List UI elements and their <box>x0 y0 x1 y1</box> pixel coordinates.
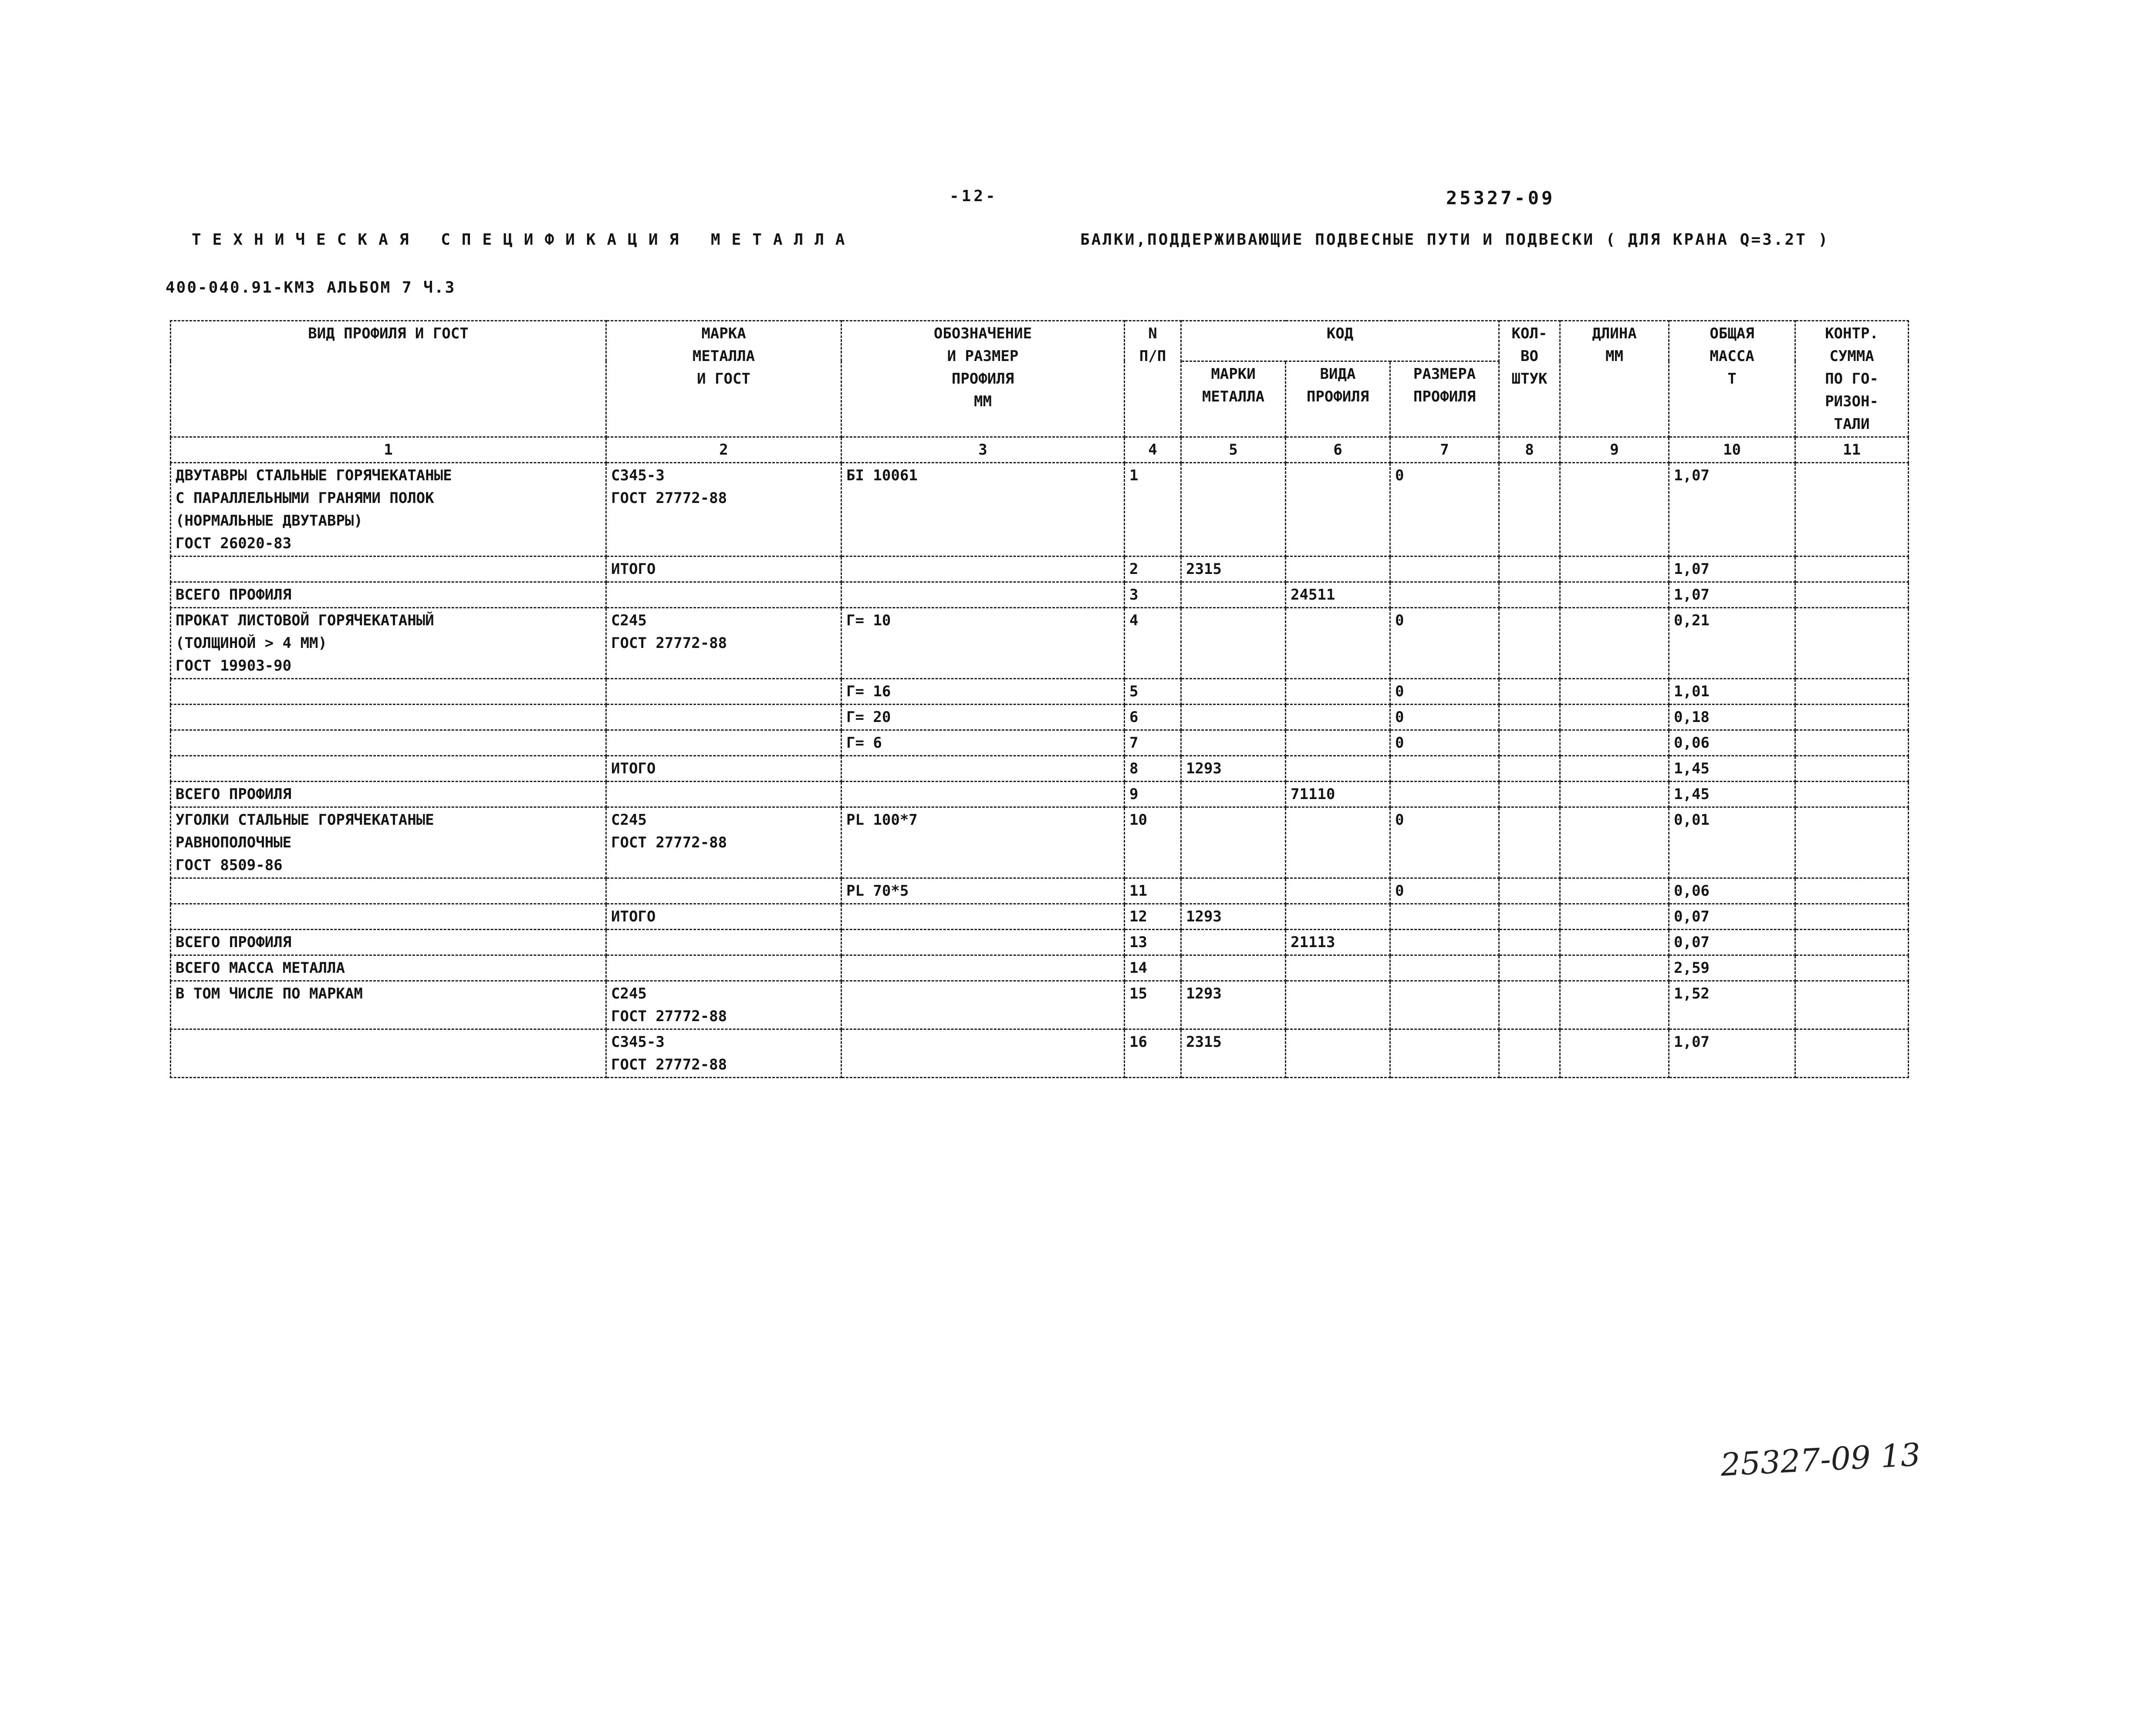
cell-total-mass: 0,06 <box>1669 878 1795 904</box>
cell-checksum <box>1795 878 1909 904</box>
cell-row-number: 14 <box>1125 955 1181 981</box>
table-row <box>171 930 1909 955</box>
cell-code-profile <box>1286 730 1390 756</box>
cell-total-mass: 1,07 <box>1669 1029 1795 1078</box>
cell-designation: Г= 10 <box>841 608 1125 679</box>
cell-total-mass: 1,45 <box>1669 756 1795 782</box>
cell-code-profile <box>1286 807 1390 878</box>
header-row-number: N П/П <box>1125 321 1181 437</box>
cell-metal-grade <box>606 730 841 756</box>
cell-code-size <box>1390 557 1499 582</box>
column-number: 4 <box>1125 437 1181 463</box>
table-row <box>171 981 1909 1029</box>
header-length: ДЛИНА ММ <box>1560 321 1669 437</box>
column-number: 7 <box>1390 437 1499 463</box>
table-row <box>171 463 1909 557</box>
cell-code-profile: 21113 <box>1286 930 1390 955</box>
cell-checksum <box>1795 463 1909 557</box>
column-number: 5 <box>1181 437 1286 463</box>
header-code: КОД <box>1181 321 1499 361</box>
cell-code-size <box>1390 756 1499 782</box>
cell-code-size: 0 <box>1390 807 1499 878</box>
cell-quantity <box>1499 1029 1560 1078</box>
cell-code-profile <box>1286 557 1390 582</box>
cell-metal-grade <box>606 878 841 904</box>
metal-specification-table <box>170 320 1909 1078</box>
column-number: 8 <box>1499 437 1560 463</box>
cell-row-number: 10 <box>1125 807 1181 878</box>
cell-length <box>1560 705 1669 730</box>
cell-length <box>1560 463 1669 557</box>
cell-row-number: 13 <box>1125 930 1181 955</box>
cell-checksum <box>1795 955 1909 981</box>
cell-quantity <box>1499 981 1560 1029</box>
cell-metal-grade <box>606 679 841 705</box>
cell-row-number: 11 <box>1125 878 1181 904</box>
cell-code-profile <box>1286 878 1390 904</box>
cell-total-mass: 0,06 <box>1669 730 1795 756</box>
cell-code-size <box>1390 955 1499 981</box>
cell-length <box>1560 1029 1669 1078</box>
cell-designation <box>841 756 1125 782</box>
spec-title: ТЕХНИЧЕСКАЯ СПЕЦИФИКАЦИЯ МЕТАЛЛА <box>192 231 856 249</box>
cell-total-mass: 0,21 <box>1669 608 1795 679</box>
cell-code-size <box>1390 981 1499 1029</box>
cell-code-size: 0 <box>1390 463 1499 557</box>
cell-quantity <box>1499 807 1560 878</box>
cell-total-mass: 1,45 <box>1669 782 1795 807</box>
cell-quantity <box>1499 463 1560 557</box>
cell-profile-type <box>171 679 606 705</box>
handwritten-note: 25327-09 13 <box>1720 1436 1922 1483</box>
cell-designation: Г= 20 <box>841 705 1125 730</box>
cell-total-mass: 0,07 <box>1669 930 1795 955</box>
cell-code-size <box>1390 904 1499 930</box>
cell-designation <box>841 1029 1125 1078</box>
cell-code-profile: 71110 <box>1286 782 1390 807</box>
cell-code-metal <box>1181 463 1286 557</box>
cell-length <box>1560 782 1669 807</box>
cell-row-number: 7 <box>1125 730 1181 756</box>
header-code-metal: МАРКИ МЕТАЛЛА <box>1181 361 1286 437</box>
cell-code-profile <box>1286 679 1390 705</box>
column-number: 11 <box>1795 437 1909 463</box>
table-row <box>171 955 1909 981</box>
cell-checksum <box>1795 1029 1909 1078</box>
cell-code-size <box>1390 1029 1499 1078</box>
cell-metal-grade <box>606 955 841 981</box>
cell-checksum <box>1795 782 1909 807</box>
cell-code-metal <box>1181 955 1286 981</box>
cell-profile-type: ПРОКАТ ЛИСТОВОЙ ГОРЯЧЕКАТАНЫЙ (ТОЛЩИНОЙ > 4 ММ) ГОСТ 19903-90 <box>171 608 606 679</box>
cell-checksum <box>1795 756 1909 782</box>
cell-profile-type: ВСЕГО ПРОФИЛЯ <box>171 782 606 807</box>
cell-total-mass: 0,07 <box>1669 904 1795 930</box>
cell-length <box>1560 608 1669 679</box>
cell-length <box>1560 557 1669 582</box>
cell-metal-grade: С345-3 ГОСТ 27772-88 <box>606 463 841 557</box>
cell-quantity <box>1499 955 1560 981</box>
header-designation: ОБОЗНАЧЕНИЕ И РАЗМЕР ПРОФИЛЯ ММ <box>841 321 1125 437</box>
table-row <box>171 705 1909 730</box>
column-number-row <box>171 437 1909 463</box>
column-number: 3 <box>841 437 1125 463</box>
cell-designation <box>841 930 1125 955</box>
cell-row-number: 2 <box>1125 557 1181 582</box>
cell-code-metal <box>1181 730 1286 756</box>
cell-checksum <box>1795 679 1909 705</box>
cell-metal-grade: С245 ГОСТ 27772-88 <box>606 608 841 679</box>
cell-metal-grade: С245 ГОСТ 27772-88 <box>606 981 841 1029</box>
cell-code-metal <box>1181 930 1286 955</box>
cell-checksum <box>1795 807 1909 878</box>
cell-designation <box>841 782 1125 807</box>
cell-code-size: 0 <box>1390 705 1499 730</box>
cell-profile-type: ВСЕГО МАССА МЕТАЛЛА <box>171 955 606 981</box>
cell-quantity <box>1499 904 1560 930</box>
cell-designation <box>841 557 1125 582</box>
cell-metal-grade <box>606 582 841 608</box>
cell-length <box>1560 878 1669 904</box>
cell-total-mass: 0,01 <box>1669 807 1795 878</box>
album-reference: 400-040.91-КМЗ АЛЬБОМ 7 Ч.3 <box>166 279 456 297</box>
cell-code-profile <box>1286 904 1390 930</box>
cell-code-profile: 24511 <box>1286 582 1390 608</box>
table-row <box>171 904 1909 930</box>
cell-profile-type <box>171 878 606 904</box>
cell-total-mass: 1,01 <box>1669 679 1795 705</box>
cell-row-number: 5 <box>1125 679 1181 705</box>
cell-code-metal <box>1181 782 1286 807</box>
cell-code-profile <box>1286 981 1390 1029</box>
cell-total-mass: 0,18 <box>1669 705 1795 730</box>
cell-code-profile <box>1286 955 1390 981</box>
cell-metal-grade <box>606 930 841 955</box>
header-profile-type: ВИД ПРОФИЛЯ И ГОСТ <box>171 321 606 437</box>
document-code: 25327-09 <box>1446 187 1555 209</box>
table-row <box>171 1029 1909 1078</box>
cell-row-number: 3 <box>1125 582 1181 608</box>
cell-code-metal <box>1181 807 1286 878</box>
header-total-mass: ОБЩАЯ МАССА Т <box>1669 321 1795 437</box>
table-row <box>171 679 1909 705</box>
spec-object-title: БАЛКИ,ПОДДЕРЖИВАЮЩИЕ ПОДВЕСНЫЕ ПУТИ И ПОДВЕСКИ ( ДЛЯ КРАНА Q=3.2Т ) <box>1080 231 1830 249</box>
cell-length <box>1560 582 1669 608</box>
cell-code-metal <box>1181 705 1286 730</box>
cell-length <box>1560 955 1669 981</box>
cell-profile-type: УГОЛКИ СТАЛЬНЫЕ ГОРЯЧЕКАТАНЫЕ РАВНОПОЛОЧНЫЕ ГОСТ 8509-86 <box>171 807 606 878</box>
cell-length <box>1560 904 1669 930</box>
cell-metal-grade: ИТОГО <box>606 904 841 930</box>
cell-checksum <box>1795 608 1909 679</box>
table-row <box>171 878 1909 904</box>
cell-code-metal <box>1181 679 1286 705</box>
cell-checksum <box>1795 730 1909 756</box>
cell-code-metal <box>1181 582 1286 608</box>
cell-length <box>1560 730 1669 756</box>
column-number: 1 <box>171 437 606 463</box>
cell-profile-type <box>171 756 606 782</box>
table-row <box>171 557 1909 582</box>
table-row <box>171 756 1909 782</box>
cell-designation: Г= 16 <box>841 679 1125 705</box>
cell-quantity <box>1499 557 1560 582</box>
cell-designation <box>841 904 1125 930</box>
cell-code-size: 0 <box>1390 679 1499 705</box>
table-row <box>171 582 1909 608</box>
cell-profile-type <box>171 730 606 756</box>
cell-row-number: 15 <box>1125 981 1181 1029</box>
header-code-size: РАЗМЕРА ПРОФИЛЯ <box>1390 361 1499 437</box>
header-code-profile: ВИДА ПРОФИЛЯ <box>1286 361 1390 437</box>
cell-length <box>1560 679 1669 705</box>
cell-metal-grade <box>606 782 841 807</box>
cell-code-size: 0 <box>1390 878 1499 904</box>
table-header-row <box>171 321 1909 361</box>
header-metal-grade: МАРКА МЕТАЛЛА И ГОСТ <box>606 321 841 437</box>
cell-quantity <box>1499 756 1560 782</box>
cell-designation <box>841 981 1125 1029</box>
cell-code-metal: 1293 <box>1181 904 1286 930</box>
cell-code-profile <box>1286 608 1390 679</box>
cell-checksum <box>1795 582 1909 608</box>
cell-row-number: 9 <box>1125 782 1181 807</box>
cell-code-metal: 2315 <box>1181 1029 1286 1078</box>
cell-quantity <box>1499 582 1560 608</box>
cell-row-number: 16 <box>1125 1029 1181 1078</box>
cell-profile-type: ВСЕГО ПРОФИЛЯ <box>171 930 606 955</box>
cell-metal-grade: С345-3 ГОСТ 27772-88 <box>606 1029 841 1078</box>
cell-metal-grade: ИТОГО <box>606 557 841 582</box>
table-row <box>171 730 1909 756</box>
cell-profile-type <box>171 705 606 730</box>
cell-checksum <box>1795 981 1909 1029</box>
cell-designation <box>841 955 1125 981</box>
cell-code-size <box>1390 582 1499 608</box>
cell-total-mass: 1,07 <box>1669 557 1795 582</box>
cell-code-metal <box>1181 608 1286 679</box>
table-row <box>171 807 1909 878</box>
cell-profile-type: ВСЕГО ПРОФИЛЯ <box>171 582 606 608</box>
cell-total-mass: 1,07 <box>1669 463 1795 557</box>
column-number: 10 <box>1669 437 1795 463</box>
cell-code-size <box>1390 782 1499 807</box>
column-number: 9 <box>1560 437 1669 463</box>
cell-checksum <box>1795 930 1909 955</box>
cell-length <box>1560 930 1669 955</box>
cell-code-size: 0 <box>1390 730 1499 756</box>
cell-length <box>1560 807 1669 878</box>
page-number: -12- <box>950 187 998 205</box>
cell-quantity <box>1499 705 1560 730</box>
table-row <box>171 782 1909 807</box>
cell-metal-grade: ИТОГО <box>606 756 841 782</box>
cell-metal-grade <box>606 705 841 730</box>
cell-total-mass: 1,52 <box>1669 981 1795 1029</box>
cell-row-number: 6 <box>1125 705 1181 730</box>
cell-length <box>1560 756 1669 782</box>
cell-designation: PL 100*7 <box>841 807 1125 878</box>
cell-code-profile <box>1286 756 1390 782</box>
cell-checksum <box>1795 904 1909 930</box>
cell-designation: Г= 6 <box>841 730 1125 756</box>
cell-code-profile <box>1286 1029 1390 1078</box>
header-checksum: КОНТР. СУММА ПО ГО- РИЗОН- ТАЛИ <box>1795 321 1909 437</box>
cell-profile-type <box>171 904 606 930</box>
cell-code-size: 0 <box>1390 608 1499 679</box>
column-number: 2 <box>606 437 841 463</box>
cell-row-number: 8 <box>1125 756 1181 782</box>
cell-total-mass: 2,59 <box>1669 955 1795 981</box>
cell-quantity <box>1499 608 1560 679</box>
table-row <box>171 608 1909 679</box>
cell-quantity <box>1499 782 1560 807</box>
cell-quantity <box>1499 679 1560 705</box>
cell-row-number: 1 <box>1125 463 1181 557</box>
cell-row-number: 4 <box>1125 608 1181 679</box>
cell-designation: БI 10061 <box>841 463 1125 557</box>
cell-profile-type <box>171 1029 606 1078</box>
cell-quantity <box>1499 730 1560 756</box>
cell-profile-type: В ТОМ ЧИСЛЕ ПО МАРКАМ <box>171 981 606 1029</box>
cell-checksum <box>1795 557 1909 582</box>
cell-code-size <box>1390 930 1499 955</box>
table-body <box>171 463 1909 1078</box>
cell-profile-type <box>171 557 606 582</box>
cell-code-metal: 2315 <box>1181 557 1286 582</box>
cell-length <box>1560 981 1669 1029</box>
cell-total-mass: 1,07 <box>1669 582 1795 608</box>
header-quantity: КОЛ- ВО ШТУК <box>1499 321 1560 437</box>
cell-checksum <box>1795 705 1909 730</box>
cell-code-profile <box>1286 463 1390 557</box>
column-number: 6 <box>1286 437 1390 463</box>
cell-row-number: 12 <box>1125 904 1181 930</box>
cell-quantity <box>1499 878 1560 904</box>
cell-code-profile <box>1286 705 1390 730</box>
cell-code-metal: 1293 <box>1181 981 1286 1029</box>
cell-code-metal <box>1181 878 1286 904</box>
cell-quantity <box>1499 930 1560 955</box>
cell-designation: PL 70*5 <box>841 878 1125 904</box>
cell-designation <box>841 582 1125 608</box>
cell-metal-grade: С245 ГОСТ 27772-88 <box>606 807 841 878</box>
cell-code-metal: 1293 <box>1181 756 1286 782</box>
cell-profile-type: ДВУТАВРЫ СТАЛЬНЫЕ ГОРЯЧЕКАТАНЫЕ С ПАРАЛЛЕЛЬНЫМИ ГРАНЯМИ ПОЛОК (НОРМАЛЬНЫЕ ДВУТАВРЫ) ГОСТ 26020-83 <box>171 463 606 557</box>
